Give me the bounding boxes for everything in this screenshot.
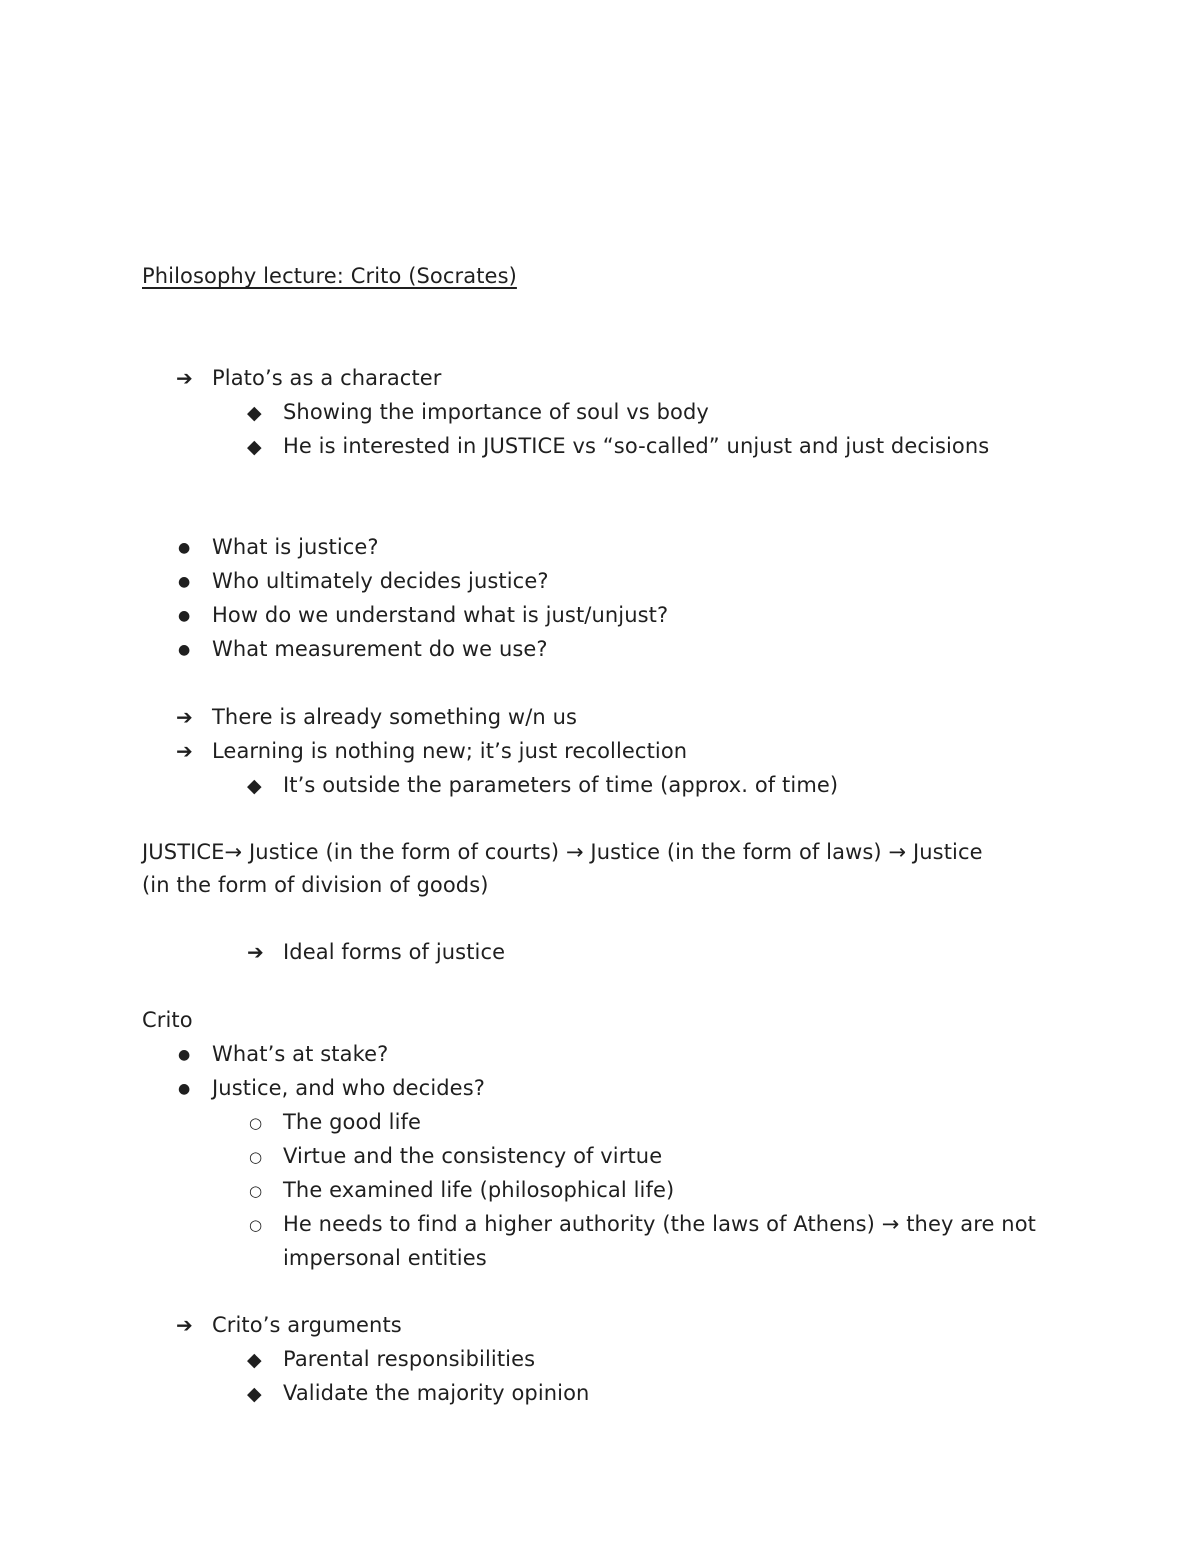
list-item-text: What is justice? bbox=[212, 535, 379, 559]
list-item-text: He is interested in JUSTICE vs “so-called” unjust and just decisions bbox=[283, 434, 990, 458]
circle-icon: ○ bbox=[249, 1216, 263, 1234]
list-item-continuation: impersonal entities bbox=[283, 1246, 487, 1270]
bullet-icon: ● bbox=[178, 1081, 191, 1097]
list-item-text: Ideal forms of justice bbox=[283, 940, 506, 964]
page-title: Philosophy lecture: Crito (Socrates) bbox=[142, 264, 517, 288]
list-item-text: What’s at stake? bbox=[212, 1042, 389, 1066]
list-item-arrow bbox=[176, 734, 687, 768]
circle-icon: ○ bbox=[249, 1148, 263, 1166]
list-item-text: Plato’s as a character bbox=[212, 366, 442, 390]
list-item-diamond bbox=[247, 429, 989, 463]
arrow-icon: ➔ bbox=[176, 705, 193, 729]
list-item-text: Showing the importance of soul vs body bbox=[283, 400, 709, 424]
diamond-icon: ◆ bbox=[247, 1349, 262, 1371]
diamond-icon: ◆ bbox=[247, 402, 262, 424]
diamond-icon: ◆ bbox=[247, 1383, 262, 1405]
list-item-arrow bbox=[176, 700, 577, 734]
list-item-arrow bbox=[176, 361, 442, 395]
list-item-circle bbox=[247, 1173, 674, 1207]
list-item-bullet bbox=[176, 564, 549, 598]
bullet-icon: ● bbox=[178, 642, 191, 658]
list-item-text: The examined life (philosophical life) bbox=[283, 1178, 675, 1202]
bullet-icon: ● bbox=[178, 608, 191, 624]
list-item-text: What measurement do we use? bbox=[212, 637, 548, 661]
list-item-text: Who ultimately decides justice? bbox=[212, 569, 549, 593]
list-item-text: Validate the majority opinion bbox=[283, 1381, 590, 1405]
paragraph-line: JUSTICE→ Justice (in the form of courts) → Justice (in the form of laws) → Justice bbox=[142, 840, 983, 864]
arrow-icon: ➔ bbox=[247, 940, 264, 964]
list-item-bullet bbox=[176, 632, 548, 666]
bullet-icon: ● bbox=[178, 1047, 191, 1063]
diamond-icon: ◆ bbox=[247, 775, 262, 797]
list-item-diamond bbox=[247, 1376, 589, 1410]
list-item-bullet bbox=[176, 598, 668, 632]
list-item-text: It’s outside the parameters of time (approx. of time) bbox=[283, 773, 839, 797]
list-item-text: Parental responsibilities bbox=[283, 1347, 536, 1371]
list-item-circle bbox=[247, 1207, 1036, 1241]
arrow-icon: ➔ bbox=[176, 739, 193, 763]
list-item-arrow bbox=[176, 1308, 402, 1342]
list-item-text: Virtue and the consistency of virtue bbox=[283, 1144, 663, 1168]
circle-icon: ○ bbox=[249, 1114, 263, 1132]
section-heading: Crito bbox=[142, 1008, 193, 1032]
paragraph-line: (in the form of division of goods) bbox=[142, 873, 489, 897]
diamond-icon: ◆ bbox=[247, 436, 262, 458]
list-item-text: There is already something w/n us bbox=[212, 705, 578, 729]
list-item-arrow bbox=[247, 935, 505, 969]
arrow-icon: ➔ bbox=[176, 1313, 193, 1337]
list-item-bullet bbox=[176, 1037, 388, 1071]
list-item-diamond bbox=[247, 395, 709, 429]
list-item-text: The good life bbox=[283, 1110, 422, 1134]
arrow-icon: ➔ bbox=[176, 366, 193, 390]
list-item-text: Justice, and who decides? bbox=[212, 1076, 485, 1100]
list-item-text: Learning is nothing new; it’s just recollection bbox=[212, 739, 688, 763]
bullet-icon: ● bbox=[178, 574, 191, 590]
list-item-diamond bbox=[247, 1342, 535, 1376]
list-item-circle bbox=[247, 1139, 662, 1173]
list-item-text: How do we understand what is just/unjust? bbox=[212, 603, 669, 627]
list-item-diamond bbox=[247, 768, 838, 802]
list-item-text: Crito’s arguments bbox=[212, 1313, 402, 1337]
bullet-icon: ● bbox=[178, 540, 191, 556]
list-item-text: He needs to find a higher authority (the laws of Athens) → they are not bbox=[283, 1212, 1036, 1236]
list-item-bullet bbox=[176, 1071, 485, 1105]
list-item-bullet bbox=[176, 530, 379, 564]
circle-icon: ○ bbox=[249, 1182, 263, 1200]
list-item-circle bbox=[247, 1105, 421, 1139]
